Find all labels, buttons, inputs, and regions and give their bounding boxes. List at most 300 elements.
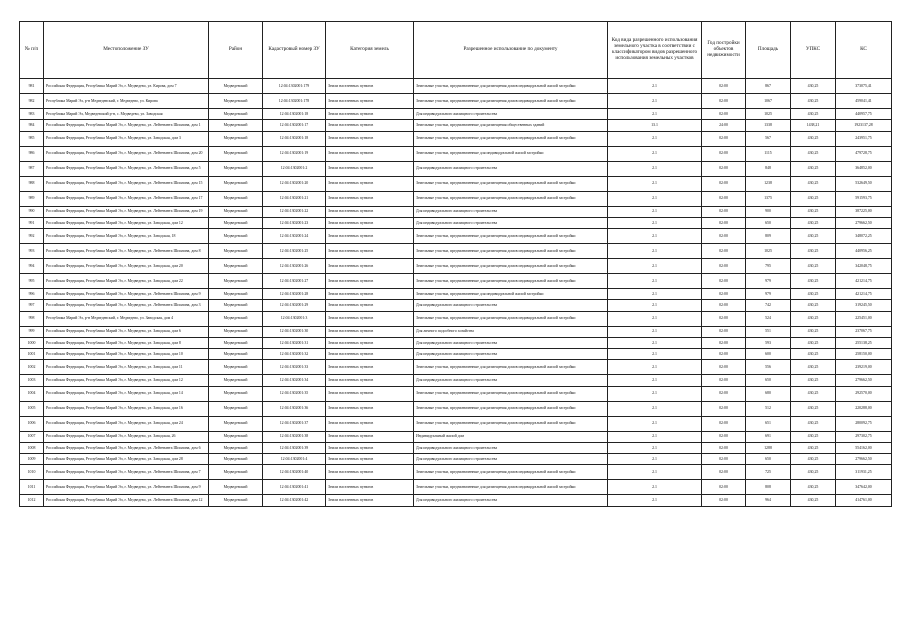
cell-permitted-use: Для индивидуального жилищного строительства [414,300,608,311]
col-number-header: № п/п [20,22,44,79]
cell-year: 02:00 [702,259,746,274]
col-upks-header: УПКС [791,22,836,79]
cell-use-code: 2.1 [608,109,702,120]
cell-ks: 440957,75 [836,109,892,120]
cell-area: 979 [746,289,791,300]
table-row [20,495,892,506]
cell-cadastral: 12:04:1302001:21 [263,191,326,206]
cell-use-code: 2.1 [608,311,702,326]
cell-area: 524 [746,311,791,326]
cell-ks: 364852,00 [836,161,892,176]
cell-number: 1009 [20,454,44,465]
cell-area: 1115 [746,146,791,161]
cell-cadastral: 12:04:1302001:33 [263,360,326,375]
cell-cadastral: 12:04:1302001:39 [263,442,326,453]
cell-year: 02:00 [702,161,746,176]
cell-district: Медведевский [209,416,263,431]
cell-year: 02:00 [702,442,746,453]
cell-area: 867 [746,79,791,94]
cell-category: Земли населенных пунктов [326,120,414,131]
cell-category: Земли населенных пунктов [326,386,414,401]
cell-ks: 225451,00 [836,311,892,326]
cell-year: 02:00 [702,401,746,416]
cell-upks: 430,25 [791,176,836,191]
cell-ks: 532649,50 [836,176,892,191]
cell-number: 998 [20,311,44,326]
cell-cadastral: 12:04:1302001:42 [263,495,326,506]
cell-upks: 430,25 [791,146,836,161]
cell-use-code: 2.1 [608,229,702,244]
cell-ks: 554162,00 [836,442,892,453]
cell-number: 1011 [20,480,44,495]
cell-upks: 430,25 [791,431,836,442]
cell-district: Медведевский [209,94,263,109]
cell-upks: 430,25 [791,300,836,311]
cell-permitted-use: Для индивидуального жилищного строительства [414,109,608,120]
col-ks-header: КС [836,22,892,79]
cell-location: Российская Федерация, Республика Марий Эл, г. Медведево, ул. Лейтенанта Шпилина, дом 20 [44,146,209,161]
cell-number: 1004 [20,386,44,401]
table-row [20,229,892,244]
land-parcels-table [19,21,892,507]
cell-district: Медведевский [209,465,263,480]
cell-district: Медведевский [209,131,263,146]
cell-number: 983 [20,109,44,120]
col-category-header: Категория земель [326,22,414,79]
cell-number: 985 [20,131,44,146]
cell-category: Земли населенных пунктов [326,431,414,442]
cell-use-code: 2.1 [608,337,702,348]
cell-district: Медведевский [209,454,263,465]
cell-permitted-use: Земельные участки, предназначенные для размещения домов индивидуальной жилой застройки [414,191,608,206]
cell-number: 1003 [20,375,44,386]
cell-upks: 430,25 [791,375,836,386]
col-area-header: Площадь [746,22,791,79]
cell-ks: 440956,25 [836,244,892,259]
cell-cadastral: 12:04:1302001:29 [263,300,326,311]
cell-ks: 1923137,28 [836,120,892,131]
cell-location: Российская Федерация, Республика Марий Эл, г. Медведево, ул. Лейтенанта Шпилина, дом 15 [44,176,209,191]
cell-upks: 430,25 [791,274,836,289]
cell-permitted-use: Земельные участки, предназначенные для размещения домов индивидуальной жилой застройки [414,480,608,495]
table-row [20,120,892,131]
table-row [20,326,892,337]
cell-ks: 239219,00 [836,360,892,375]
cell-cadastral: 12:04:1302001:41 [263,480,326,495]
cell-number: 1012 [20,495,44,506]
cell-cadastral: 12:04:1302001:4 [263,454,326,465]
table-row [20,176,892,191]
table-row [20,94,892,109]
cell-cadastral: 12:04:1302001:20 [263,176,326,191]
cell-category: Земли населенных пунктов [326,300,414,311]
cell-district: Медведевский [209,229,263,244]
cell-cadastral: 12:04:1302001:179 [263,79,326,94]
cell-ks: 387225,00 [836,206,892,217]
cell-permitted-use: Земельные участки, предназначенные для размещения домов индивидуальной жилой застройки [414,176,608,191]
cell-permitted-use: Земельные участки, предназначенные для размещения домов индивидуальной жилой застройки [414,360,608,375]
cell-cadastral: 12:04:1302001:24 [263,229,326,244]
cell-district: Медведевский [209,386,263,401]
cell-upks: 430,25 [791,360,836,375]
cell-category: Земли населенных пунктов [326,480,414,495]
cell-year: 02:00 [702,79,746,94]
cell-number: 1002 [20,360,44,375]
cell-ks: 279662,50 [836,375,892,386]
cell-district: Медведевский [209,326,263,337]
cell-upks: 430,25 [791,337,836,348]
cell-use-code: 2.1 [608,79,702,94]
cell-number: 995 [20,274,44,289]
col-permitted-use-header: Разрешенное использование по документу [414,22,608,79]
cell-use-code: 2.1 [608,375,702,386]
cell-number: 981 [20,79,44,94]
cell-number: 1007 [20,431,44,442]
cell-use-code: 2.1 [608,454,702,465]
cell-use-code: 2.1 [608,289,702,300]
cell-number: 994 [20,259,44,274]
cell-use-code: 2.1 [608,300,702,311]
cell-use-code: 2.1 [608,431,702,442]
cell-upks: 430,25 [791,442,836,453]
cell-ks: 459041,41 [836,94,892,109]
cell-permitted-use: Для личного подсобного хозяйства [414,326,608,337]
cell-location: Российская Федерация, Республика Марий Эл, г. Медведево, ул. Заводская, дом 12 [44,217,209,228]
cell-location: Российская Федерация, Республика Марий Эл, г. Медведево, ул. Заводская, дом 11 [44,360,209,375]
cell-location: Российская Федерация, Республика Марий Эл, г. Медведево, ул. Заводская, дом 24 [44,416,209,431]
cell-category: Земли населенных пунктов [326,454,414,465]
cell-category: Земли населенных пунктов [326,109,414,120]
cell-category: Земли населенных пунктов [326,131,414,146]
cell-area: 1067 [746,94,791,109]
cell-area: 795 [746,259,791,274]
cell-permitted-use: Для индивидуального жилищного строительства [414,161,608,176]
cell-district: Медведевский [209,349,263,360]
cell-district: Медведевский [209,401,263,416]
table-row [20,259,892,274]
cell-number: 1006 [20,416,44,431]
table-row [20,465,892,480]
cell-year: 02:00 [702,176,746,191]
cell-area: 1025 [746,109,791,120]
cell-location: Республика Марий Эл, Медведевский р-н, с. Медведево, ул. Заводская [44,109,209,120]
cell-use-code: 2.1 [608,386,702,401]
cell-location: Российская Федерация, Республика Марий Эл, г. Медведево, ул. Кирова, дом 7 [44,79,209,94]
cell-permitted-use: Земельные участки, предназначенные для размещения домов индивидуальной жилой застройки [414,259,608,274]
cell-year: 02:00 [702,495,746,506]
cell-upks: 430,25 [791,480,836,495]
table-header-row [20,22,892,79]
col-cadastral-header: Кадастровый номер ЗУ [263,22,326,79]
cell-upks: 430,25 [791,191,836,206]
cell-number: 991 [20,217,44,228]
cell-permitted-use: Земельные участки, предназначенные для индивидуальной жилой застройки [414,289,608,300]
cell-permitted-use: Земельные участки, предназначенные для размещения домов индивидуальной жилой застройки [414,416,608,431]
cell-ks: 319245,50 [836,300,892,311]
cell-use-code: 2.1 [608,465,702,480]
table-row [20,311,892,326]
cell-location: Российская Федерация, Республика Марий Эл, г. Медведево, ул. Лейтенанта Шпилина, дом 9 [44,289,209,300]
cell-area: 1288 [746,442,791,453]
cell-cadastral: 12:04:1302001:37 [263,416,326,431]
cell-use-code: 2.1 [608,360,702,375]
table-row [20,386,892,401]
cell-area: 848 [746,161,791,176]
cell-location: Российская Федерация, Республика Марий Эл, г. Медведево, ул. Заводская, дом 6 [44,326,209,337]
cell-upks: 430,25 [791,109,836,120]
cell-area: 808 [746,480,791,495]
table-row [20,360,892,375]
cell-year: 02:00 [702,454,746,465]
cell-permitted-use: Индивидуальный жилой дом [414,431,608,442]
cell-category: Земли населенных пунктов [326,79,414,94]
cell-upks: 1438,21 [791,120,836,131]
cell-location: Российская Федерация, Республика Марий Эл, г. Медведево, ул. Заводская, дом 20 [44,259,209,274]
cell-use-code: 2.1 [608,176,702,191]
cell-ks: 279662,50 [836,454,892,465]
col-year-header: Год постройки объектов недвижимости [702,22,746,79]
cell-area: 900 [746,206,791,217]
cell-upks: 430,25 [791,311,836,326]
table-row [20,337,892,348]
cell-area: 1025 [746,244,791,259]
cell-location: Российская Федерация, Республика Марий Эл, г. Медведево, ул. Заводская, дом 3 [44,131,209,146]
cell-category: Земли населенных пунктов [326,401,414,416]
cell-location: Российская Федерация, Республика Марий Эл, г. Медведево, ул. Лейтенанта Шпилина, дом 19 [44,206,209,217]
cell-use-code: 2.1 [608,94,702,109]
cell-category: Земли населенных пунктов [326,416,414,431]
cell-upks: 430,25 [791,416,836,431]
cell-location: Российская Федерация, Республика Марий Эл, г. Медведево, ул. Заводская, дом 28 [44,454,209,465]
cell-permitted-use: Земельные участки, предназначенные для размещения домов индивидуальной жилой застройки [414,274,608,289]
cell-use-code: 2.1 [608,131,702,146]
cell-year: 02:00 [702,311,746,326]
table-row [20,206,892,217]
cell-location: Российская Федерация, Республика Марий Эл, г. Медведево, ул. Лейтенанта Шпилина, дом 8 [44,244,209,259]
cell-ks: 414761,00 [836,495,892,506]
cell-permitted-use: Земельные участки, предназначенные для размещения общественных зданий [414,120,608,131]
cell-area: 651 [746,416,791,431]
cell-upks: 430,25 [791,244,836,259]
table-row [20,480,892,495]
cell-district: Медведевский [209,79,263,94]
table-row [20,442,892,453]
cell-permitted-use: Для индивидуального жилищного строительства [414,206,608,217]
table-row [20,349,892,360]
cell-category: Земли населенных пунктов [326,349,414,360]
cell-permitted-use: Земельные участки, предназначенные для размещения домов индивидуальной жилой застройки [414,401,608,416]
cell-area: 556 [746,360,791,375]
table-row [20,401,892,416]
cell-category: Земли населенных пунктов [326,94,414,109]
cell-number: 987 [20,161,44,176]
cell-ks: 348072,25 [836,229,892,244]
cell-number: 1000 [20,337,44,348]
cell-cadastral: 12:04:1302001:22 [263,206,326,217]
cell-permitted-use: Для индивидуального жилищного строительства [414,337,608,348]
cell-area: 1338 [746,120,791,131]
cell-upks: 430,25 [791,386,836,401]
cell-number: 990 [20,206,44,217]
cell-ks: 279662,50 [836,217,892,228]
cell-ks: 591593,75 [836,191,892,206]
cell-district: Медведевский [209,244,263,259]
cell-use-code: 2.1 [608,480,702,495]
cell-district: Медведевский [209,495,263,506]
cell-year: 02:00 [702,244,746,259]
table-row [20,79,892,94]
cell-permitted-use: Для индивидуального жилищного строительства [414,375,608,386]
cell-permitted-use: Земельные участки, предназначенные для размещения домов индивидуальной жилой застройки [414,131,608,146]
cell-year: 02:00 [702,480,746,495]
cell-number: 1001 [20,349,44,360]
cell-category: Земли населенных пунктов [326,161,414,176]
cell-district: Медведевский [209,259,263,274]
cell-number: 997 [20,300,44,311]
table-row [20,161,892,176]
table-row [20,416,892,431]
cell-year: 02:00 [702,229,746,244]
cell-upks: 430,25 [791,465,836,480]
cell-permitted-use: Земельные участки, предназначенные для индивидуальной жилой застройки [414,146,608,161]
cell-permitted-use: Для индивидуального жилищного строительства [414,495,608,506]
cell-cadastral: 12:04:1302001:18 [263,109,326,120]
cell-upks: 430,25 [791,217,836,228]
cell-number: 999 [20,326,44,337]
cell-use-code: 2.1 [608,326,702,337]
col-use-code-header: Код вида разрешенного использования земельного участка в соответствии с классификатором видов разрешенного использования земельных участков [608,22,702,79]
table-row [20,274,892,289]
cell-category: Земли населенных пунктов [326,274,414,289]
cell-location: Российская Федерация, Республика Марий Эл, г. Медведево, ул. Заводская, дом 8 [44,337,209,348]
cell-area: 600 [746,349,791,360]
cell-category: Земли населенных пунктов [326,337,414,348]
cell-category: Земли населенных пунктов [326,259,414,274]
cell-cadastral: 12:04:1302001:178 [263,94,326,109]
table-row [20,109,892,120]
cell-ks: 297302,75 [836,431,892,442]
cell-year: 24:00 [702,120,746,131]
cell-area: 1375 [746,191,791,206]
cell-permitted-use: Для индивидуального жилищного строительства [414,442,608,453]
cell-area: 593 [746,337,791,348]
cell-cadastral: 12:04:1302001:34 [263,375,326,386]
cell-location: Российская Федерация, Республика Марий Эл, г. Медведево, ул. Заводская, 18 [44,229,209,244]
cell-location: Российская Федерация, Республика Марий Эл, г. Медведево, ул. Заводская, дом 10 [44,349,209,360]
cell-ks: 421214,75 [836,289,892,300]
cell-permitted-use: Для индивидуального жилищного строительства [414,217,608,228]
cell-number: 1005 [20,401,44,416]
cell-location: Российская Федерация, Республика Марий Эл, г. Медведево, ул. Лейтенанта Шпилина, дом 9 [44,480,209,495]
cell-ks: 421214,75 [836,274,892,289]
cell-district: Медведевский [209,161,263,176]
cell-category: Земли населенных пунктов [326,360,414,375]
cell-use-code: 13.1 [608,120,702,131]
cell-upks: 430,25 [791,259,836,274]
cell-permitted-use: Для индивидуального жилищного строительства [414,454,608,465]
cell-ks: 237067,75 [836,326,892,337]
cell-district: Медведевский [209,360,263,375]
cell-use-code: 2.1 [608,191,702,206]
table-row [20,146,892,161]
cell-number: 993 [20,244,44,259]
cell-ks: 258150,00 [836,349,892,360]
cell-upks: 430,25 [791,79,836,94]
cell-cadastral: 12:04:1302001:38 [263,431,326,442]
cell-upks: 430,25 [791,454,836,465]
table-row [20,244,892,259]
table-row [20,375,892,386]
cell-district: Медведевский [209,109,263,120]
cell-cadastral: 12:04:1302001:18 [263,131,326,146]
cell-area: 680 [746,386,791,401]
cell-upks: 430,25 [791,401,836,416]
table-row [20,191,892,206]
cell-area: 650 [746,217,791,228]
cell-year: 02:00 [702,217,746,228]
cell-use-code: 2.1 [608,401,702,416]
cell-year: 02:00 [702,289,746,300]
cell-area: 512 [746,401,791,416]
cell-permitted-use: Земельные участки, предназначенные для размещения домов индивидуальной жилой застройки [414,465,608,480]
cell-cadastral: 12:04:1302001:31 [263,337,326,348]
cell-location: Российская Федерация, Республика Марий Эл, г. Медведево, ул. Заводская, дом 14 [44,386,209,401]
cell-use-code: 2.1 [608,442,702,453]
cell-cadastral: 12:04:1302001:27 [263,274,326,289]
cell-year: 02:00 [702,416,746,431]
cell-year: 02:00 [702,109,746,120]
cell-ks: 220288,00 [836,401,892,416]
cell-district: Медведевский [209,120,263,131]
cell-area: 551 [746,326,791,337]
cell-upks: 430,25 [791,326,836,337]
cell-number: 992 [20,229,44,244]
cell-district: Медведевский [209,480,263,495]
cell-cadastral: 12:04:1302001:17 [263,120,326,131]
cell-location: Российская Федерация, Республика Марий Эл, г. Медведево, ул. Лейтенанта Шпилина, дом 7 [44,465,209,480]
cell-ks: 373075,41 [836,79,892,94]
table-row [20,131,892,146]
cell-use-code: 2.1 [608,416,702,431]
cell-district: Медведевский [209,289,263,300]
cell-area: 725 [746,465,791,480]
cell-district: Медведевский [209,431,263,442]
cell-district: Медведевский [209,337,263,348]
cell-use-code: 2.1 [608,349,702,360]
cell-use-code: 2.1 [608,259,702,274]
cell-location: Российская Федерация, Республика Марий Эл, г. Медведево, ул. Лейтенанта Шпилина, дом 12 [44,495,209,506]
cell-location: Российская Федерация, Республика Марий Эл, г. Медведево, ул. Лейтенанта Шпилина, дом 17 [44,191,209,206]
cell-permitted-use: Земельные участки, предназначенные для размещения домов индивидуальной жилой застройки [414,386,608,401]
cell-upks: 430,25 [791,94,836,109]
cell-number: 984 [20,120,44,131]
cell-permitted-use: Для индивидуального жилищного строительства [414,349,608,360]
cell-cadastral: 12:04:1302001:23 [263,217,326,228]
col-district-header: Район [209,22,263,79]
cell-use-code: 2.1 [608,274,702,289]
cell-upks: 430,25 [791,131,836,146]
cell-category: Земли населенных пунктов [326,311,414,326]
cell-permitted-use: Земельные участки, предназначенные для размещения домов индивидуальной жилой застройки [414,311,608,326]
cell-year: 02:00 [702,146,746,161]
cell-use-code: 2.1 [608,495,702,506]
table-row [20,217,892,228]
cell-area: 650 [746,375,791,386]
cell-district: Медведевский [209,375,263,386]
cell-category: Земли населенных пунктов [326,146,414,161]
cell-district: Медведевский [209,206,263,217]
cell-location: Российская Федерация, Республика Марий Эл, г. Медведево, ул. Заводская, дом 22 [44,274,209,289]
